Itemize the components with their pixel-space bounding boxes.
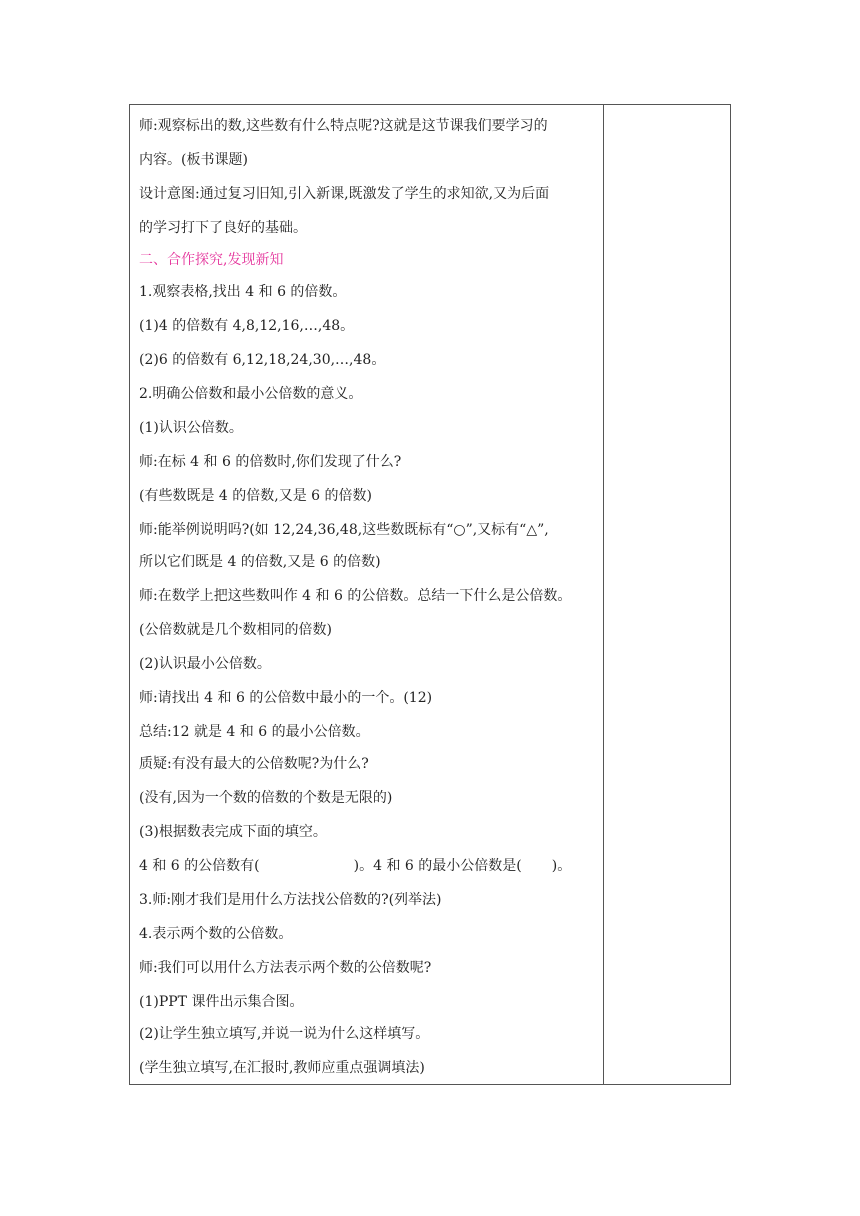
fill-text-3: )。 xyxy=(551,858,572,874)
fill-in-line xyxy=(139,857,571,875)
text-line: 师:我们可以用什么方法表示两个数的公倍数呢? xyxy=(139,960,432,976)
text-line: 师:在标 4 和 6 的倍数时,你们发现了什么? xyxy=(139,454,402,470)
text-line: 2.明确公倍数和最小公倍数的意义。 xyxy=(139,386,363,402)
text-line: (3)根据数表完成下面的填空。 xyxy=(139,824,327,840)
text-line: (2)认识最小公倍数。 xyxy=(139,656,271,672)
text-line: 所以它们既是 4 的倍数,又是 6 的倍数) xyxy=(139,554,381,570)
text-line: (有些数既是 4 的倍数,又是 6 的倍数) xyxy=(139,488,372,504)
text-line: (没有,因为一个数的倍数的个数是无限的) xyxy=(139,790,393,806)
text-line: (1)4 的倍数有 4,8,12,16,…,48。 xyxy=(139,318,355,334)
text-line: 师:请找出 4 和 6 的公倍数中最小的一个。(12) xyxy=(139,690,433,706)
text-line: 总结:12 就是 4 和 6 的最小公倍数。 xyxy=(139,724,370,740)
text-line: (1)认识公倍数。 xyxy=(139,420,243,436)
text-line: 内容。(板书课题) xyxy=(139,152,248,168)
text-line: (2)6 的倍数有 6,12,18,24,30,…,48。 xyxy=(139,352,386,368)
text-line: 1.观察表格,找出 4 和 6 的倍数。 xyxy=(139,284,347,300)
text-line: (学生独立填写,在汇报时,教师应重点强调填法) xyxy=(139,1060,425,1076)
text-line: 设计意图:通过复习旧知,引入新课,既激发了学生的求知欲,又为后面 xyxy=(139,186,550,202)
text-line: 3.师:刚才我们是用什么方法找公倍数的?(列举法) xyxy=(139,892,442,908)
text-line: 质疑:有没有最大的公倍数呢?为什么? xyxy=(139,756,369,772)
text-line: 师:能举例说明吗?(如 12,24,36,48,这些数既标有“○”,又标有“△”, xyxy=(139,522,549,538)
section-heading: 二、合作探究,发现新知 xyxy=(139,252,284,268)
text-line: 的学习打下了良好的基础。 xyxy=(139,220,307,236)
text-line: 师:观察标出的数,这些数有什么特点呢?这就是这节课我们要学习的 xyxy=(139,118,548,134)
text-line: 4.表示两个数的公倍数。 xyxy=(139,926,293,942)
text-line: (2)让学生独立填写,并说一说为什么这样填写。 xyxy=(139,1026,430,1042)
notes-cell xyxy=(604,105,730,1084)
fill-text-2: )。4 和 6 的最小公倍数是( xyxy=(353,858,522,874)
text-line: (1)PPT 课件出示集合图。 xyxy=(139,994,304,1010)
lesson-table xyxy=(129,104,731,1085)
text-line: (公倍数就是几个数相同的倍数) xyxy=(139,622,332,638)
text-line: 师:在数学上把这些数叫作 4 和 6 的公倍数。总结一下什么是公倍数。 xyxy=(139,588,572,604)
content-cell xyxy=(130,105,603,1084)
fill-text-1: 4 和 6 的公倍数有( xyxy=(139,858,260,874)
